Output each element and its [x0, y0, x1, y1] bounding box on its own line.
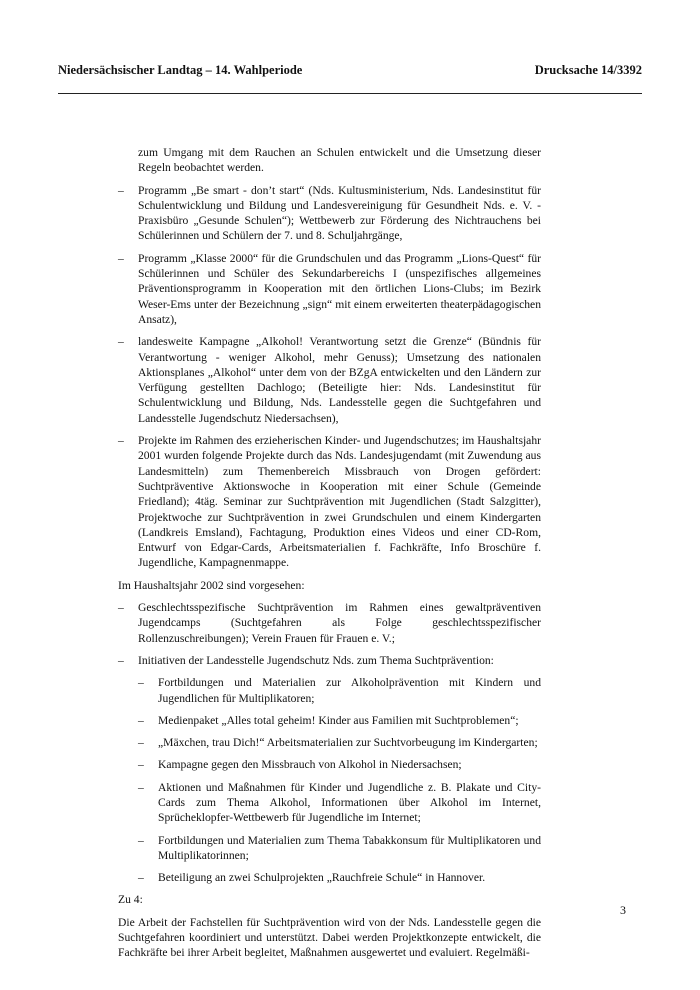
list-item	[118, 183, 541, 244]
list-item-text: Projekte im Rahmen des erzieherischen Kinder- und Jugendschutzes; im Haushaltsjahr 2001 wurden folgende Projekte durch das Nds. Landesjugendamt (mit Zuwendung aus Landesmitteln) zum Themenbereich Missbrauch von Drogen gefördert: Suchtpräventive Aktionswoche in Kooperation mit einer Schule (Gemeinde Friedland); 4täg. Seminar zur Suchtprävention mit Jugendlichen (Stadt Salzgitter), Projektwoche zur Suchtprävention in zwei Grundschulen und einem Kindergarten (Landkreis Emsland), Fachtagung, Produktion eines Videos und einer CD-Rom, Entwurf von Edgar-Cards, Arbeitsmaterialien f. Fachkräfte, Info Broschüre f. Jugendliche, Kampagnenmappe.	[138, 434, 541, 570]
dash-marker: –	[118, 653, 124, 667]
dash-marker: –	[118, 335, 124, 349]
list-item-text: landesweite Kampagne „Alkohol! Verantwortung setzt die Grenze“ (Bündnis für Verantwortung - weniger Alkohol, mehr Genuss); Umsetzung des nationalen Aktionsplanes „Alkohol“ unter dem von der BZgA entwickelten und den Ländern zur Verfügung gestellten Dachlogo; (Beteiligte hier: Nds. Landesinstitut für Schulentwicklung und Bildung, Nds. Landesstelle gegen die Suchtgefahren und Landesstelle Jugendschutz Niedersachsen),	[138, 335, 541, 425]
sub-list-item	[138, 780, 541, 826]
dash-marker: –	[118, 434, 124, 448]
dash-marker: –	[118, 183, 124, 197]
dash-marker: –	[118, 601, 124, 615]
dash-marker: –	[138, 871, 144, 885]
page-body	[118, 145, 541, 961]
sub-item-text: Beteiligung an zwei Schulprojekten „Rauchfreie Schule“ in Hannover.	[158, 871, 486, 885]
list-item	[118, 433, 541, 571]
dash-marker: –	[118, 251, 124, 265]
dash-marker: –	[138, 713, 144, 727]
header-document-number: Drucksache 14/3392	[534, 63, 642, 77]
sub-item-text: Fortbildungen und Materialien zum Thema Tabakkonsum für Multiplikatoren und Multiplikatorinnen;	[158, 833, 541, 862]
sub-list-item	[138, 870, 541, 885]
sub-item-text: Medienpaket „Alles total geheim! Kinder aus Familien mit Suchtproblemen“;	[158, 713, 519, 727]
plan-item-text: Initiativen der Landesstelle Jugendschutz Nds. zum Thema Suchtprävention:	[138, 653, 494, 667]
header-rule	[58, 93, 642, 94]
final-paragraph: Die Arbeit der Fachstellen für Suchtprävention wird von der Nds. Landesstelle gegen die Suchtgefahren koordiniert und unterstützt. Dabei werden Projektkonzepte entwickelt, die Fachkräfte bei ihrer Arbeit begleitet, Maßnahmen ausgewertet und evaluiert. Regelmäßi-	[118, 915, 541, 960]
sub-list-item	[138, 833, 541, 864]
plan-item-text: Geschlechtsspezifische Suchtprävention im Rahmen eines gewaltpräventiven Jugendcamps (Suchtgefahren als Folge geschlechtsspezifischer Rollenzuschreibungen); Verein Frauen für Frauen e. V.;	[138, 601, 541, 645]
dash-marker: –	[138, 758, 144, 772]
plans-intro: Im Haushaltsjahr 2002 sind vorgesehen:	[118, 578, 305, 592]
sub-list-item	[138, 757, 541, 772]
list-item	[118, 334, 541, 426]
dash-marker: –	[138, 780, 144, 794]
list-item-text: Programm „Klasse 2000“ für die Grundschulen und das Programm „Lions-Quest“ für Schülerinnen und Schüler des Sekundarbereichs I (unspezifisches allgemeines Präventionsprogramm in Kooperation mit den örtlichen Lions-Clubs; im Bezirk Weser-Ems unter der Bezeichnung „sign“ mit einem erweiterten theaterpädagogischen Ansatz),	[138, 251, 541, 326]
page-number: 3	[620, 903, 626, 917]
sub-item-text: Kampagne gegen den Missbrauch von Alkohol in Niedersachsen;	[158, 758, 462, 772]
plan-item	[118, 653, 541, 668]
dash-marker: –	[138, 736, 144, 750]
sub-item-text: „Mäxchen, trau Dich!“ Arbeitsmaterialien zur Suchtvorbeugung im Kindergarten;	[158, 736, 538, 750]
sub-list-item	[138, 713, 541, 728]
sub-list-item	[138, 735, 541, 750]
plan-item	[118, 600, 541, 646]
list-item-text: Programm „Be smart - don’t start“ (Nds. Kultusministerium, Nds. Landesinstitut für Schulentwicklung und Bildung und Landesvereinigung für Gesundheit Nds. e. V. - Praxisbüro „Gesunde Schulen“); Wettbewerb zur Förderung des Nichtrauchens bei Schülerinnen und Schülern der 7. und 8. Schuljahrgänge,	[138, 183, 541, 243]
dash-marker: –	[138, 676, 144, 690]
list-item	[118, 251, 541, 327]
sub-item-text: Fortbildungen und Materialien zur Alkoholprävention mit Kindern und Jugendlichen für Multiplikatoren;	[158, 676, 541, 705]
header-title: Niedersächsischer Landtag – 14. Wahlperiode	[58, 63, 303, 77]
section-label: Zu 4:	[118, 893, 143, 907]
sub-item-text: Aktionen und Maßnahmen für Kinder und Jugendliche z. B. Plakate und City-Cards zum Thema Alkohol, Informationen über Alkohol im Internet, Sprücheklopfer-Wettbewerb für Jugendliche im Internet;	[158, 780, 541, 825]
sub-list-item	[138, 675, 541, 706]
dash-marker: –	[138, 833, 144, 847]
intro-continuation: zum Umgang mit dem Rauchen an Schulen entwickelt und die Umsetzung dieser Regeln beobachtet werden.	[138, 146, 541, 175]
